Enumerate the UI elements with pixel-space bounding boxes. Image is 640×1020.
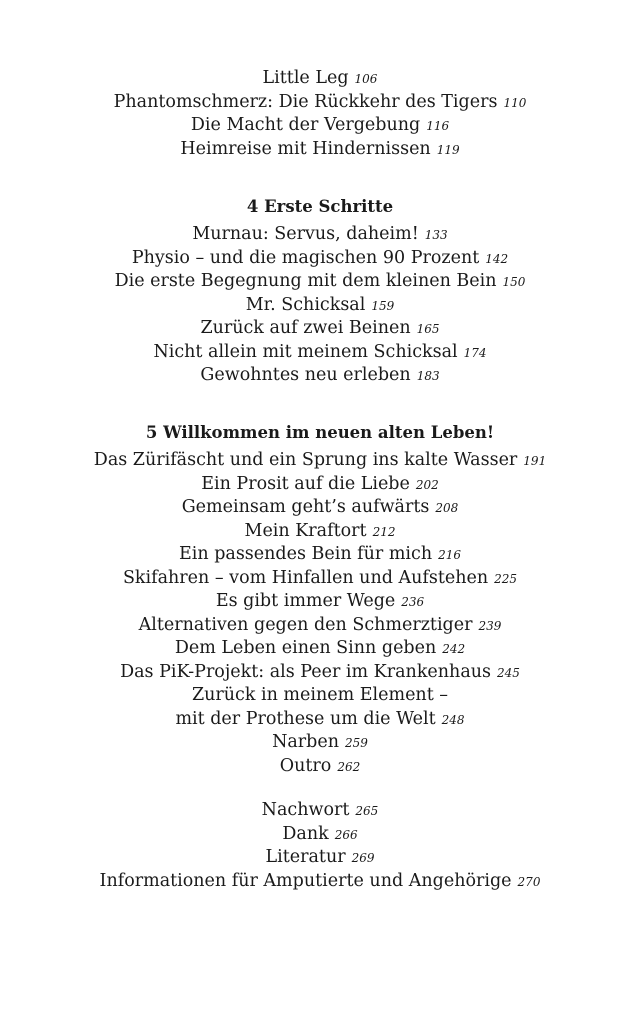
chapter-5-heading[interactable]: 5 Willkommen im neuen alten Leben!	[145, 423, 495, 442]
toc-entry[interactable]	[0, 684, 640, 708]
toc-entry[interactable]	[0, 364, 640, 388]
back-matter-list	[0, 799, 640, 893]
entry-title: Zurück auf zwei Beinen	[200, 318, 411, 338]
page-number: 239	[478, 618, 502, 633]
page-number: 236	[401, 595, 425, 609]
entry-title: Informationen für Amputierte und Angehörige	[99, 870, 512, 891]
page-number: 110	[503, 95, 527, 110]
entry-title: Die Macht der Vergebung	[190, 115, 421, 135]
entry-title: Outro	[279, 755, 332, 776]
toc-entry[interactable]	[0, 449, 640, 473]
page-number: 242	[442, 642, 466, 656]
page-number: 142	[485, 251, 509, 266]
toc-entry[interactable]	[0, 799, 640, 823]
entry-title: Little Leg	[262, 68, 349, 88]
entry-title: mit der Prothese um die Welt	[175, 708, 436, 729]
page-number: 119	[436, 142, 460, 157]
entry-title: Physio – und die magischen 90 Prozent	[131, 247, 480, 268]
page-number: 183	[416, 369, 440, 383]
page-number: 259	[345, 736, 368, 750]
toc-entry[interactable]	[0, 520, 640, 544]
page-number: 191	[523, 454, 547, 468]
toc-entry[interactable]	[0, 731, 640, 755]
page-number: 270	[517, 874, 541, 889]
toc-entry[interactable]	[0, 708, 640, 732]
entry-title: Das PiK-Projekt: als Peer im Krankenhaus	[120, 661, 492, 682]
toc-entry[interactable]	[0, 270, 640, 294]
page-number: 245	[497, 665, 520, 680]
toc-entry[interactable]	[0, 496, 640, 520]
entry-title: Narben	[272, 732, 340, 752]
page-number: 216	[438, 548, 462, 562]
page-number: 133	[424, 228, 448, 242]
chapter-4-heading[interactable]: 4 Erste Schritte	[246, 197, 394, 216]
entry-title: Das Zürifäscht und ein Sprung ins kalte Wasser	[93, 450, 518, 470]
toc-entry[interactable]	[0, 590, 640, 614]
page-number: 265	[355, 804, 379, 818]
toc-entry[interactable]	[0, 870, 640, 894]
toc-entry[interactable]	[0, 294, 640, 318]
entry-title: Gemeinsam geht’s aufwärts	[181, 497, 430, 517]
entry-title: Heimreise mit Hindernissen	[180, 138, 431, 159]
page-number: 174	[463, 345, 487, 360]
toc-entry[interactable]	[0, 114, 640, 138]
toc-entry[interactable]	[0, 341, 640, 365]
page-number: 202	[415, 477, 439, 492]
toc-entry[interactable]	[0, 223, 640, 247]
entry-title: Literatur	[265, 847, 346, 867]
entry-title: Skifahren – vom Hinfallen und Aufstehen	[122, 567, 489, 588]
toc-entry[interactable]	[0, 823, 640, 847]
toc-entry[interactable]	[0, 637, 640, 661]
entry-title: Nachwort	[261, 800, 350, 820]
toc-entry[interactable]	[0, 317, 640, 341]
entry-title: Die erste Begegnung mit dem kleinen Bein	[114, 271, 497, 291]
page-number: 150	[502, 275, 526, 289]
page-number: 208	[435, 501, 459, 515]
toc-entry[interactable]	[0, 91, 640, 115]
entry-title: Ein passendes Bein für mich	[178, 544, 433, 564]
page-number: 269	[351, 851, 375, 865]
page-number: 262	[337, 759, 361, 774]
page-number: 165	[416, 322, 440, 336]
toc-intro-list	[0, 67, 640, 161]
toc-entry[interactable]	[0, 755, 640, 779]
toc-entry[interactable]	[0, 846, 640, 870]
entry-title: Nicht allein mit meinem Schicksal	[153, 341, 458, 362]
entry-title: Gewohntes neu erleben	[200, 365, 411, 385]
toc-entry[interactable]	[0, 138, 640, 162]
page-number: 225	[494, 571, 518, 586]
page-number: 106	[354, 72, 378, 86]
entry-title: Ein Prosit auf die Liebe	[201, 473, 410, 494]
toc-entry[interactable]	[0, 567, 640, 591]
entry-title: Zurück in meinem Element –	[191, 685, 449, 705]
page-number: 159	[371, 298, 395, 313]
toc-entry[interactable]	[0, 67, 640, 91]
entry-title: Mein Kraftort	[244, 520, 367, 541]
page-number: 248	[441, 712, 465, 727]
entry-title: Murnau: Servus, daheim!	[192, 224, 419, 244]
page-number: 116	[426, 119, 450, 133]
toc-entry[interactable]	[0, 473, 640, 497]
toc-entry[interactable]	[0, 247, 640, 271]
page-number: 212	[372, 524, 396, 539]
toc-entry[interactable]	[0, 661, 640, 685]
entry-title: Dank	[282, 823, 329, 844]
entry-title: Phantomschmerz: Die Rückkehr des Tigers	[113, 91, 498, 112]
toc-entry[interactable]	[0, 543, 640, 567]
chapter-5-list	[0, 449, 640, 778]
chapter-4-list	[0, 223, 640, 388]
toc-entry[interactable]	[0, 614, 640, 638]
entry-title: Dem Leben einen Sinn geben	[174, 638, 437, 658]
page-number: 266	[334, 827, 358, 842]
entry-title: Es gibt immer Wege	[215, 591, 396, 611]
entry-title: Mr. Schicksal	[245, 294, 366, 315]
entry-title: Alternativen gegen den Schmerztiger	[138, 614, 473, 635]
